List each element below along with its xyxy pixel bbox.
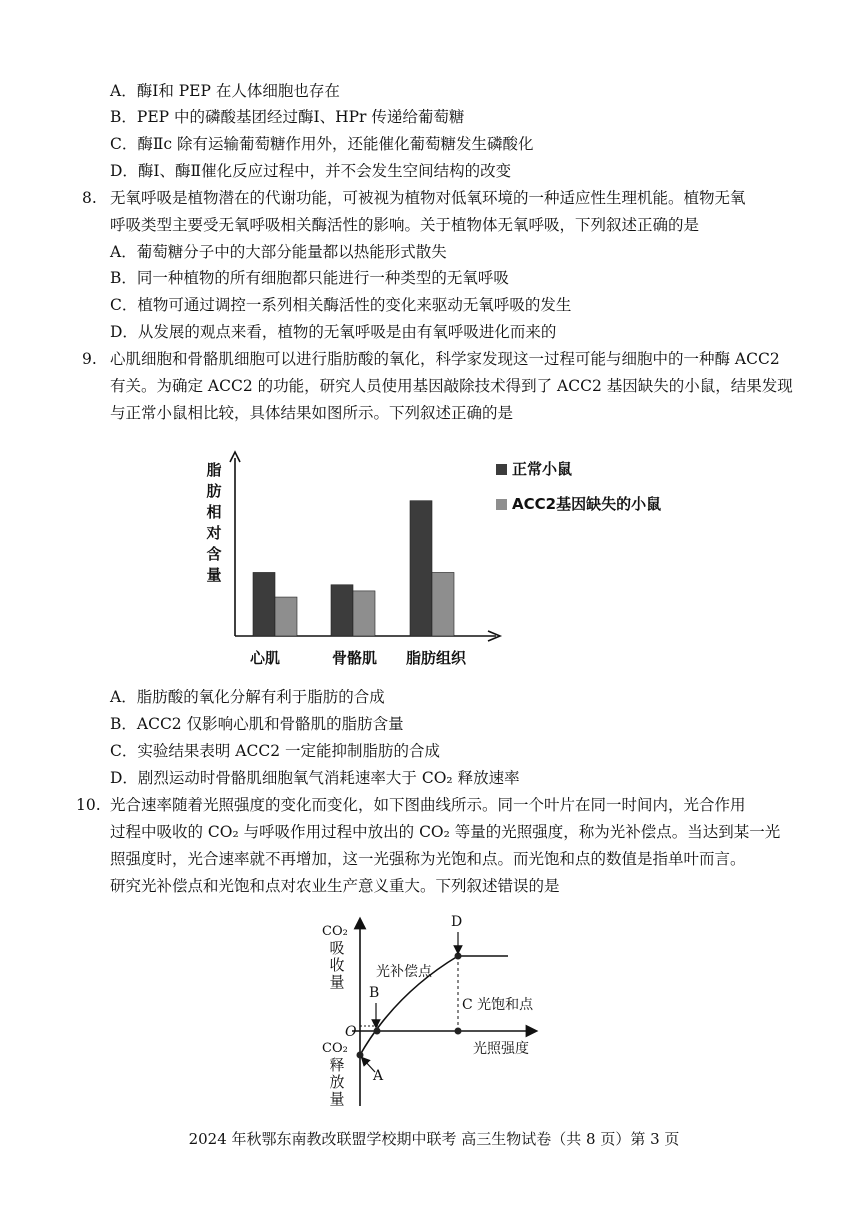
point-b-marker	[374, 1028, 381, 1035]
q8-stem-line-2: 呼吸类型主要受无氧呼吸相关酶活性的影响。关于植物体无氧呼吸，下列叙述正确的是	[110, 216, 700, 234]
y-bottom-char-3: 量	[329, 1090, 345, 1108]
y-top-label-chars	[327, 940, 347, 991]
y-bottom-char-1: 释	[329, 1056, 345, 1074]
q9-stem-line-1: 心肌细胞和骨骼肌细胞可以进行脂肪酸的氧化，科学家发现这一过程可能与细胞中的一种酶 ACC2	[110, 350, 780, 368]
y-bottom-char-2: 放	[329, 1073, 345, 1091]
y-top-co2-label: CO₂	[322, 924, 348, 939]
q8-option-a: A．葡萄糖分子中的大部分能量都以热能形式散失	[110, 243, 447, 261]
y-top-char-2: 收	[329, 956, 345, 974]
category-label-1: 心肌	[250, 649, 281, 667]
q8-number: 8.	[82, 189, 97, 207]
ylabel-char-1: 脂	[206, 461, 222, 479]
q10-number: 10.	[76, 796, 101, 814]
point-c-label: C 光饱和点	[462, 997, 534, 1013]
category-label-3: 脂肪组织	[406, 649, 467, 667]
q10-stem-line-4: 研究光补偿点和光饱和点对农业生产意义重大。下列叙述错误的是	[110, 877, 560, 895]
legend-knockout-label: ACC2基因缺失的小鼠	[512, 495, 662, 513]
ylabel-char-4: 对	[206, 524, 222, 542]
q7-option-d: D．酶Ⅰ、酶Ⅱ催化反应过程中，并不会发生空间结构的改变	[110, 162, 512, 180]
x-axis-label: 光照强度	[473, 1041, 529, 1057]
q9-option-a: A．脂肪酸的氧化分解有利于脂肪的合成	[110, 688, 385, 706]
point-c-marker	[455, 1028, 462, 1035]
point-d-label: D	[451, 914, 463, 930]
origin-label: O	[345, 1024, 357, 1040]
page-footer: 2024 年秋鄂东南教改联盟学校期中联考 高三生物试卷（共 8 页）第 3 页	[188, 1130, 680, 1148]
ylabel-char-5: 含	[206, 545, 222, 563]
q10-stem-line-3: 照强度时，光合速率就不再增加，这一光强称为光饱和点。而光饱和点的数值是指单叶而言。	[110, 850, 746, 868]
q7-option-a: A．酶Ⅰ和 PEP 在人体细胞也存在	[110, 82, 340, 100]
q8-option-d: D．从发展的观点来看，植物的无氧呼吸是由有氧呼吸进化而来的	[110, 323, 557, 341]
q9-option-c: C．实验结果表明 ACC2 一定能抑制脂肪的合成	[110, 742, 440, 760]
ylabel-char-6: 量	[206, 566, 222, 584]
q7-option-b: B．PEP 中的磷酸基团经过酶Ⅰ、HPr 传递给葡萄糖	[110, 108, 465, 126]
q8-option-b: B．同一种植物的所有细胞都只能进行一种类型的无氧呼吸	[110, 269, 509, 287]
ylabel-char-2: 肪	[206, 482, 222, 500]
q8-stem-line-1: 无氧呼吸是植物潜在的代谢功能，可被视为植物对低氧环境的一种适应性生理机能。植物无氧	[110, 189, 746, 207]
category-label-2: 骨骼肌	[332, 649, 378, 667]
y-top-char-1: 吸	[329, 939, 345, 957]
point-a-marker	[357, 1052, 364, 1059]
q8-option-c: C．植物可通过调控一系列相关酶活性的变化来驱动无氧呼吸的发生	[110, 296, 572, 314]
q10-stem-line-1: 光合速率随着光照强度的变化而变化，如下图曲线所示。同一个叶片在同一时间内，光合作用	[110, 796, 746, 814]
point-b-label: B	[369, 985, 380, 1001]
ylabel-char-3: 相	[206, 503, 222, 521]
y-top-char-3: 量	[329, 973, 345, 991]
y-bottom-label-chars	[327, 1057, 347, 1108]
q9-option-d: D．剧烈运动时骨骼肌细胞氧气消耗速率大于 CO₂ 释放速率	[110, 769, 520, 787]
compensation-point-label: 光补偿点	[376, 964, 432, 980]
legend-normal-label: 正常小鼠	[512, 460, 573, 478]
q10-stem-line-2: 过程中吸收的 CO₂ 与呼吸作用过程中放出的 CO₂ 等量的光照强度，称为光补偿点。当达到某一光	[110, 823, 781, 841]
q7-option-c: C．酶Ⅱc 除有运输葡萄糖作用外，还能催化葡萄糖发生磷酸化	[110, 135, 534, 153]
q9-number: 9.	[82, 350, 97, 368]
q9-stem-line-3: 与正常小鼠相比较，具体结果如图所示。下列叙述正确的是	[110, 404, 514, 422]
point-d-marker	[455, 953, 462, 960]
q9-stem-line-2: 有关。为确定 ACC2 的功能，研究人员使用基因敲除技术得到了 ACC2 基因缺失的小鼠，结果发现	[110, 377, 793, 395]
point-a-label: A	[373, 1068, 384, 1084]
y-bottom-co2-label: CO₂	[322, 1041, 348, 1056]
q9-option-b: B．ACC2 仅影响心肌和骨骼肌的脂肪含量	[110, 715, 404, 733]
